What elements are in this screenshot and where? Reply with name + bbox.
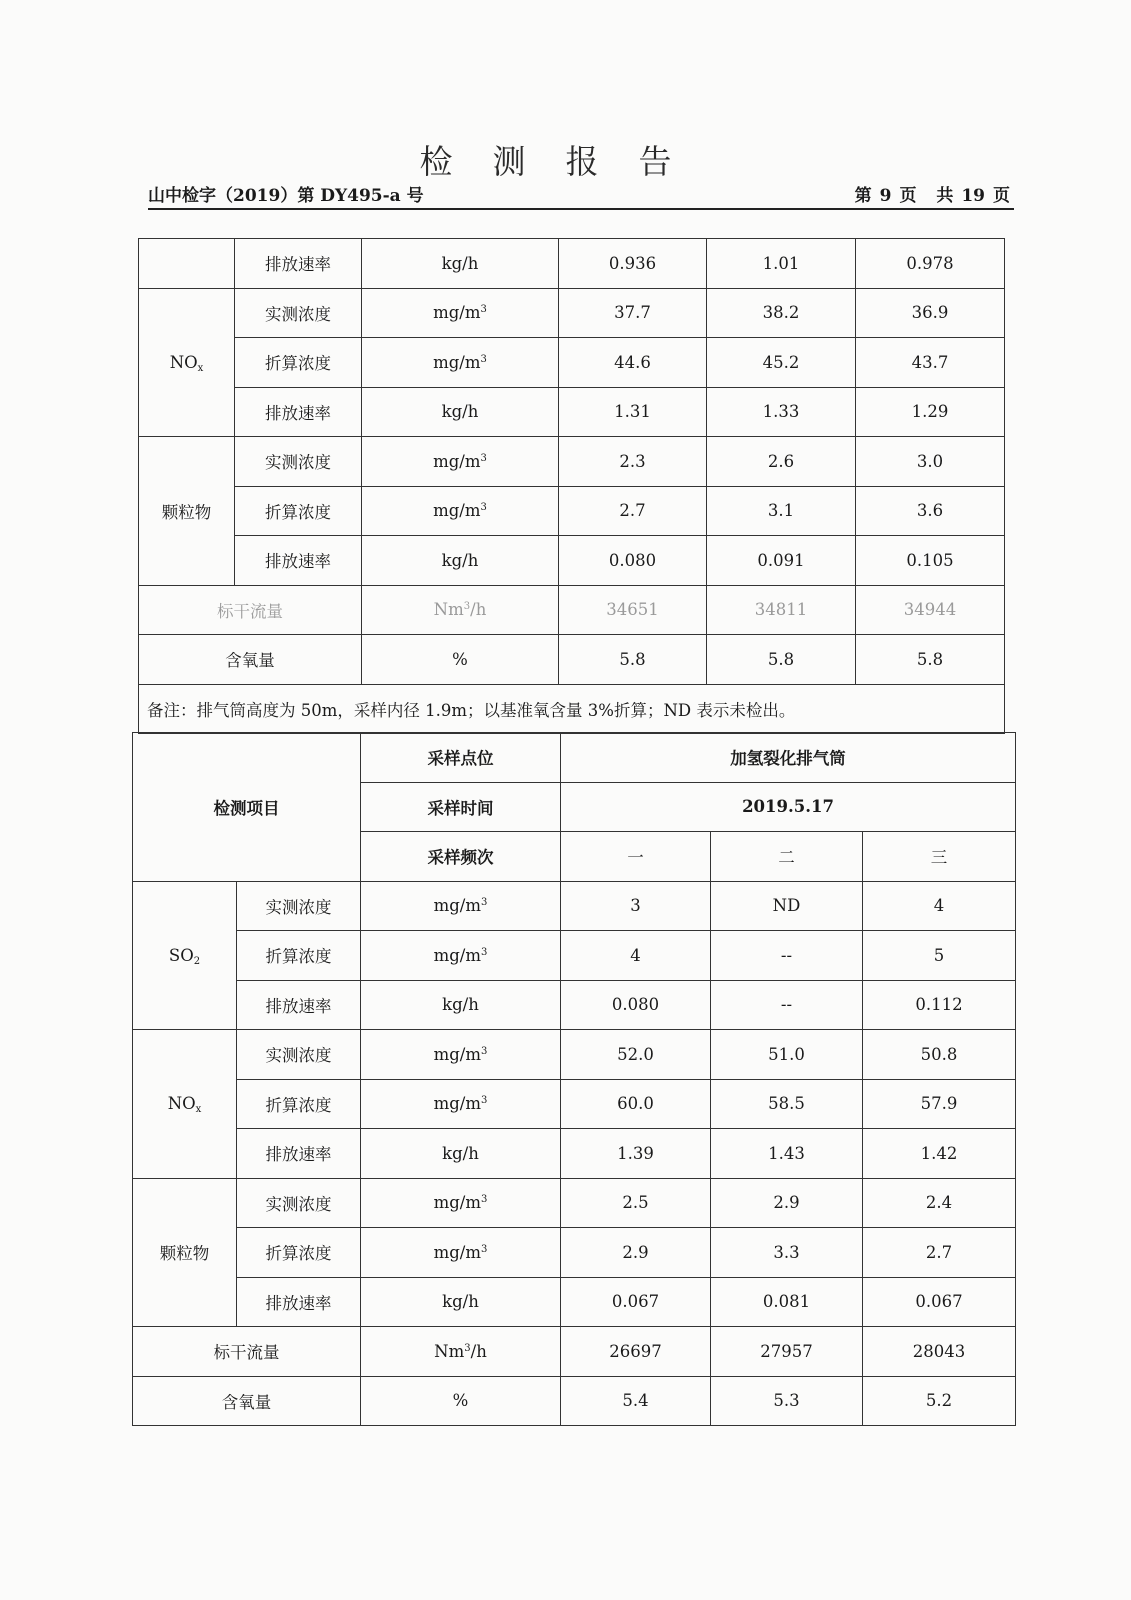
unit-cell: $mg/m^3$: [361, 1030, 561, 1080]
value-cell: 0.080: [559, 536, 707, 586]
value-cell: 0.067: [561, 1277, 711, 1327]
unit-cell: $mg/m^3$: [361, 1228, 561, 1278]
report-number: 山中检字（2019）第 DY495-a 号: [148, 186, 424, 206]
value-cell: 2.5: [561, 1178, 711, 1228]
unit-cell: $mg/m^3$: [362, 486, 559, 536]
value-cell: 1.33: [707, 387, 856, 437]
value-cell: 5.2: [863, 1376, 1016, 1426]
table-row: [133, 1228, 1016, 1278]
value-cell: 34651: [559, 585, 707, 635]
oxygen-label: 含氧量: [133, 1376, 361, 1426]
time-label: 采样时间: [361, 782, 561, 832]
time-value: 2019.5.17: [561, 782, 1016, 832]
unit-cell: kg/h: [361, 980, 561, 1030]
value-cell: 4: [863, 881, 1016, 931]
value-cell: 37.7: [559, 288, 707, 338]
table-row: [139, 486, 1005, 536]
total-pages: 19: [961, 186, 985, 206]
point-value: 加氢裂化排气筒: [561, 733, 1016, 783]
value-cell: 51.0: [711, 1030, 863, 1080]
group-cell-so2: $SO_2$: [133, 881, 237, 1030]
item-cell: 折算浓度: [235, 338, 362, 388]
value-cell: 52.0: [561, 1030, 711, 1080]
value-cell: 2.3: [559, 437, 707, 487]
table-row: [139, 288, 1005, 338]
table-row: [133, 881, 1016, 931]
value-cell: 2.9: [711, 1178, 863, 1228]
value-cell: 0.081: [711, 1277, 863, 1327]
table-row: [133, 1277, 1016, 1327]
value-cell: 0.936: [559, 239, 707, 289]
value-cell: 2.6: [707, 437, 856, 487]
value-cell: 4: [561, 931, 711, 981]
results-table-2: [132, 732, 1016, 1426]
value-cell: 60.0: [561, 1079, 711, 1129]
item-cell: 排放速率: [235, 387, 362, 437]
value-cell: 2.4: [863, 1178, 1016, 1228]
page-indicator: 第 9 页 共 19 页: [854, 186, 1010, 206]
group-cell-nox: $NO_x$: [133, 1030, 237, 1179]
value-cell: 28043: [863, 1327, 1016, 1377]
freq-cell: 三: [863, 832, 1016, 882]
item-cell: 实测浓度: [237, 1178, 361, 1228]
oxygen-row: [133, 1376, 1016, 1426]
item-cell: 排放速率: [237, 980, 361, 1030]
value-cell: 1.43: [711, 1129, 863, 1179]
flow-row: [139, 585, 1005, 635]
table-row: [139, 437, 1005, 487]
flow-label: 标干流量: [133, 1327, 361, 1377]
value-cell: 50.8: [863, 1030, 1016, 1080]
unit-cell: kg/h: [361, 1277, 561, 1327]
unit-cell: kg/h: [362, 536, 559, 586]
item-cell: 排放速率: [237, 1129, 361, 1179]
point-label: 采样点位: [361, 733, 561, 783]
value-cell: ND: [711, 881, 863, 931]
oxygen-row: [139, 635, 1005, 685]
table-row: [133, 1079, 1016, 1129]
freq-label: 采样频次: [361, 832, 561, 882]
value-cell: 44.6: [559, 338, 707, 388]
value-cell: 5.8: [707, 635, 856, 685]
flow-row: [133, 1327, 1016, 1377]
value-cell: 2.9: [561, 1228, 711, 1278]
unit-cell: Nm$^3$/h: [361, 1327, 561, 1377]
unit-cell: %: [361, 1376, 561, 1426]
item-cell: 实测浓度: [237, 1030, 361, 1080]
item-cell: 排放速率: [237, 1277, 361, 1327]
unit-cell: kg/h: [362, 239, 559, 289]
value-cell: 0.067: [863, 1277, 1016, 1327]
value-cell: 2.7: [559, 486, 707, 536]
table-row: [133, 1030, 1016, 1080]
value-cell: --: [711, 931, 863, 981]
unit-cell: $mg/m^3$: [362, 338, 559, 388]
value-cell: 38.2: [707, 288, 856, 338]
unit-cell: $mg/m^3$: [362, 437, 559, 487]
value-cell: 0.091: [707, 536, 856, 586]
group-cell-nox: $NO_x$: [139, 288, 235, 437]
value-cell: 1.01: [707, 239, 856, 289]
item-cell: 排放速率: [235, 536, 362, 586]
value-cell: 3.6: [856, 486, 1005, 536]
value-cell: 3.3: [711, 1228, 863, 1278]
value-cell: 34944: [856, 585, 1005, 635]
value-cell: 5.8: [559, 635, 707, 685]
remarks-note: 备注：排气筒高度为 50m，采样内径 1.9m；以基准氧含量 3%折算；ND 表示未检出。: [139, 684, 1005, 734]
value-cell: 5.3: [711, 1376, 863, 1426]
value-cell: 5: [863, 931, 1016, 981]
item-cell: 实测浓度: [235, 437, 362, 487]
results-table-1: [138, 238, 1005, 734]
value-cell: 36.9: [856, 288, 1005, 338]
value-cell: 3.0: [856, 437, 1005, 487]
table-row: [139, 338, 1005, 388]
unit-cell: $mg/m^3$: [361, 931, 561, 981]
value-cell: 2.7: [863, 1228, 1016, 1278]
value-cell: 43.7: [856, 338, 1005, 388]
table-row: [133, 733, 1016, 783]
value-cell: 45.2: [707, 338, 856, 388]
value-cell: 27957: [711, 1327, 863, 1377]
report-title: 检测报告: [419, 142, 712, 181]
unit-cell: $mg/m^3$: [361, 1079, 561, 1129]
value-cell: 3.1: [707, 486, 856, 536]
item-cell: 实测浓度: [235, 288, 362, 338]
group-cell: [139, 239, 235, 289]
oxygen-label: 含氧量: [139, 635, 362, 685]
unit-cell: kg/h: [362, 387, 559, 437]
value-cell: 0.978: [856, 239, 1005, 289]
freq-cell: 一: [561, 832, 711, 882]
value-cell: 1.31: [559, 387, 707, 437]
unit-cell: kg/h: [361, 1129, 561, 1179]
table-row: [133, 980, 1016, 1030]
flow-label: 标干流量: [139, 585, 362, 635]
group-cell-particulate: 颗粒物: [139, 437, 235, 586]
value-cell: 34811: [707, 585, 856, 635]
value-cell: 1.39: [561, 1129, 711, 1179]
table-row: [139, 387, 1005, 437]
value-cell: 5.4: [561, 1376, 711, 1426]
table-row: [133, 1178, 1016, 1228]
value-cell: 3: [561, 881, 711, 931]
item-cell: 折算浓度: [237, 1079, 361, 1129]
item-header: 检测项目: [133, 733, 361, 882]
unit-cell: $mg/m^3$: [361, 1178, 561, 1228]
value-cell: 5.8: [856, 635, 1005, 685]
item-cell: 折算浓度: [237, 931, 361, 981]
unit-cell: $mg/m^3$: [362, 288, 559, 338]
unit-cell: $mg/m^3$: [361, 881, 561, 931]
page-number: 9: [879, 186, 892, 206]
value-cell: 0.112: [863, 980, 1016, 1030]
value-cell: 26697: [561, 1327, 711, 1377]
value-cell: 0.105: [856, 536, 1005, 586]
value-cell: 57.9: [863, 1079, 1016, 1129]
value-cell: 1.42: [863, 1129, 1016, 1179]
unit-cell: Nm$^3$/h: [362, 585, 559, 635]
report-header: [148, 181, 1014, 210]
value-cell: 1.29: [856, 387, 1005, 437]
value-cell: 0.080: [561, 980, 711, 1030]
item-cell: 折算浓度: [237, 1228, 361, 1278]
item-cell: 排放速率: [235, 239, 362, 289]
unit-cell: %: [362, 635, 559, 685]
table-row: [139, 536, 1005, 586]
value-cell: --: [711, 980, 863, 1030]
table-row: [133, 931, 1016, 981]
item-cell: 折算浓度: [235, 486, 362, 536]
table-row: [133, 1129, 1016, 1179]
freq-cell: 二: [711, 832, 863, 882]
table-row: [139, 239, 1005, 289]
item-cell: 实测浓度: [237, 881, 361, 931]
value-cell: 58.5: [711, 1079, 863, 1129]
note-row: [139, 684, 1005, 734]
group-cell-particulate: 颗粒物: [133, 1178, 237, 1327]
